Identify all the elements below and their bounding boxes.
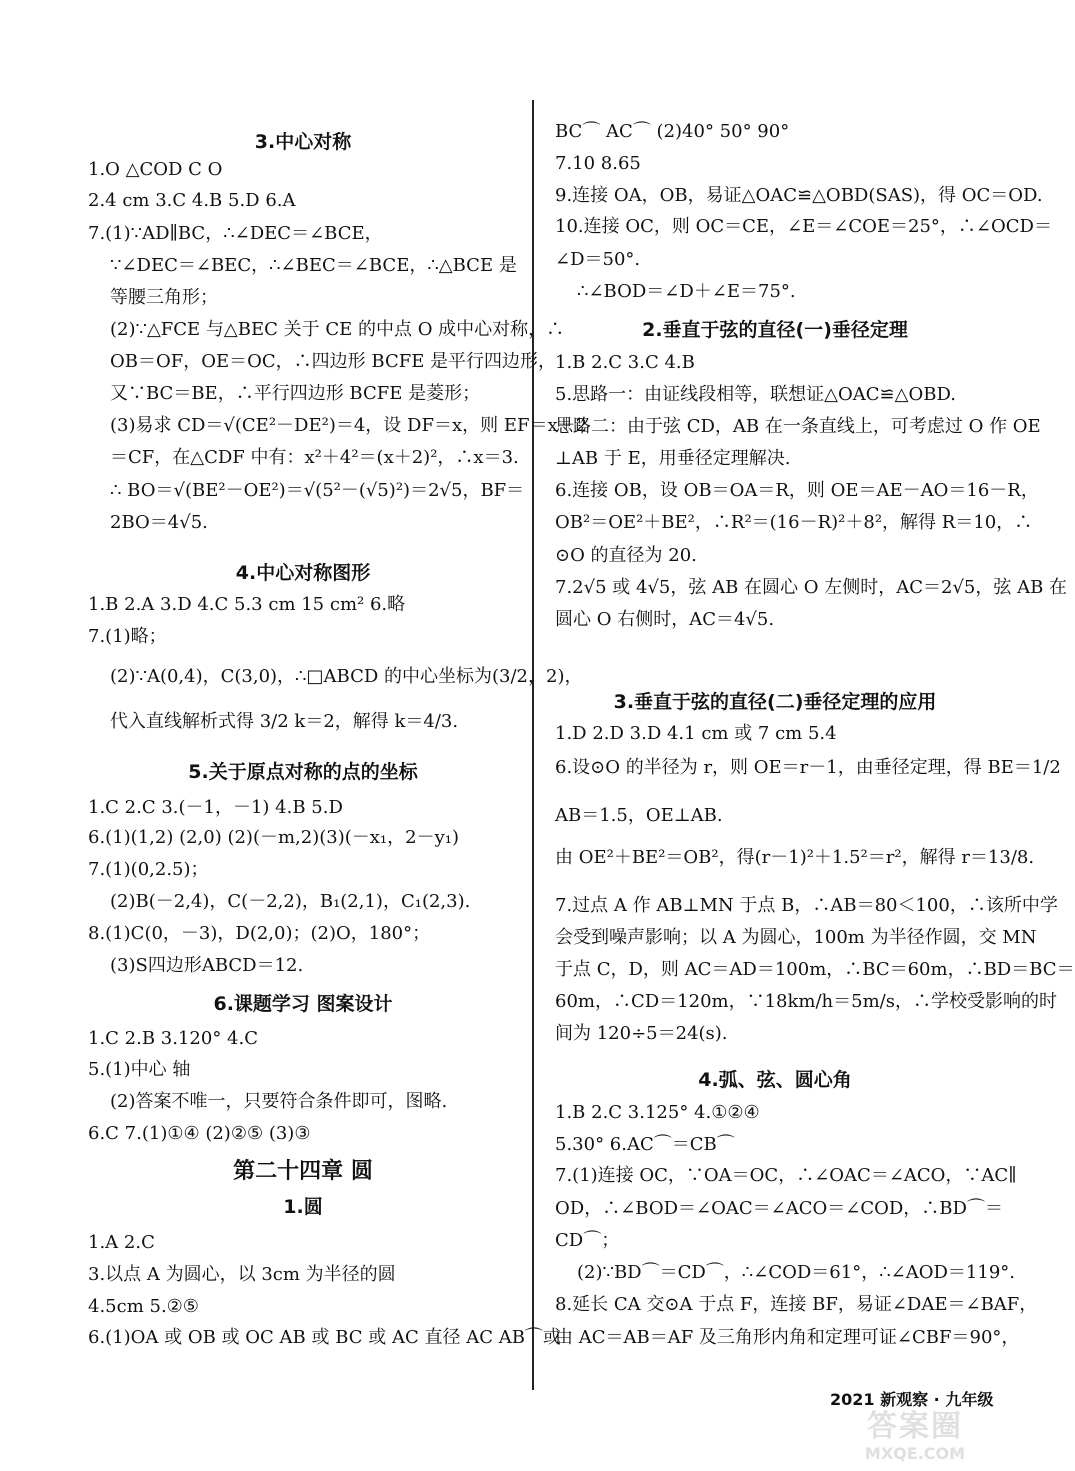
answer-line: 代入直线解析式得 3/2 k＝2，解得 k＝4/3.	[110, 711, 459, 732]
answer-line: 7.(1)连接 OC，∵OA＝OC，∴∠OAC＝∠ACO，∵AC∥	[555, 1165, 1017, 1186]
answer-line: 由 AC＝AB＝AF 及三角形内角和定理可证∠CBF＝90°，	[555, 1327, 1020, 1348]
answer-line: OD，∴∠BOD＝∠OAC＝∠ACO＝∠COD，∴BD⌒＝	[555, 1198, 1003, 1219]
answer-line: 7.过点 A 作 AB⊥MN 于点 B，∴AB＝80＜100，∴该所中学	[555, 895, 1058, 916]
answer-line: 4.5cm 5.②⑤	[88, 1296, 199, 1317]
answer-line: 由 OE²＋BE²＝OB²，得(r－1)²＋1.5²＝r²，解得 r＝13/8.	[555, 847, 1035, 868]
answer-line: 等腰三角形；	[110, 287, 218, 308]
answer-line: ＝CF，在△CDF 中有：x²＋4²＝(x＋2)²，∴x＝3.	[110, 447, 519, 468]
answer-line: 10.连接 OC，则 OC＝CE，∠E＝∠COE＝25°，∴∠OCD＝	[555, 216, 1052, 237]
answer-line: 1.D 2.D 3.D 4.1 cm 或 7 cm 5.4	[555, 723, 837, 744]
answer-line: (3)易求 CD＝√(CE²－DE²)＝4，设 DF＝x，则 EF＝x＋2	[110, 415, 588, 436]
section-heading: 3.中心对称	[254, 131, 352, 153]
answer-line: 7.(1)略；	[88, 626, 167, 647]
answer-line: BC⌒ AC⌒ (2)40° 50° 90°	[555, 121, 790, 142]
watermark	[840, 1410, 990, 1470]
section-heading: 4.弧、弦、圆心角	[698, 1069, 852, 1091]
answer-line: 圆心 O 右侧时，AC＝4√5.	[555, 609, 775, 630]
answer-line: 又∵BC＝BE，∴平行四边形 BCFE 是菱形；	[110, 383, 481, 404]
answer-line: (2)∵A(0,4)，C(3,0)，∴□ABCD 的中心坐标为(3/2，2)，	[110, 666, 583, 687]
answer-line: 7.2√5 或 4√5，弦 AB 在圆心 O 左侧时，AC＝2√5，弦 AB 在	[555, 577, 1068, 598]
answer-line: 1.C 2.B 3.120° 4.C	[88, 1028, 258, 1049]
answer-line: ∴ BO＝√(BE²－OE²)＝√(5²－(√5)²)＝2√5，BF＝	[110, 480, 525, 501]
answer-line: 8.延长 CA 交⊙A 于点 F，连接 BF，易证∠DAE＝∠BAF，	[555, 1294, 1038, 1315]
answer-line: 5.思路一：由证线段相等，联想证△OAC≌△OBD.	[555, 384, 956, 405]
watermark-url: MXQE.COM	[864, 1444, 966, 1463]
answer-line: ∴∠BOD＝∠D＋∠E＝75°.	[577, 281, 796, 302]
answer-line: 6.(1)(1,2) (2,0) (2)(－m,2)(3)(－x₁，2－y₁)	[88, 827, 459, 848]
answer-line: 6.设⊙O 的半径为 r，则 OE＝r－1，由垂径定理，得 BE＝1/2	[555, 757, 1061, 778]
answer-line: 6.(1)OA 或 OB 或 OC AB 或 BC 或 AC 直径 AC AB⌒或	[88, 1327, 561, 1348]
answer-line: 2.4 cm 3.C 4.B 5.D 6.A	[88, 190, 296, 211]
answer-line: (2)∵△FCE 与△BEC 关于 CE 的中点 O 成中心对称，∴	[110, 319, 565, 340]
section-heading: 第二十四章 圆	[233, 1159, 373, 1184]
answer-line: (3)S四边形ABCD＝12.	[110, 955, 304, 976]
footer-label: 2021 新观察 · 九年级	[830, 1390, 994, 1409]
answer-line: ⊥AB 于 E，用垂径定理解决.	[555, 448, 791, 469]
answer-line: OB＝OF，OE＝OC，∴四边形 BCFE 是平行四边形，	[110, 351, 557, 372]
answer-line: 6.C 7.(1)①④ (2)②⑤ (3)③	[88, 1123, 311, 1144]
answer-line: 60m，∴CD＝120m，∵18km/h＝5m/s，∴学校受影响的时	[555, 991, 1057, 1012]
answer-line: (2)答案不唯一，只要符合条件即可，图略.	[110, 1091, 448, 1112]
answer-line: 5.30° 6.AC⌒＝CB⌒	[555, 1134, 735, 1155]
answer-line: 会受到噪声影响；以 A 为圆心，100m 为半径作圆，交 MN	[555, 927, 1037, 948]
answer-line: 1.C 2.C 3.(－1，－1) 4.B 5.D	[88, 797, 343, 818]
section-heading: 3.垂直于弦的直径(二)垂径定理的应用	[613, 691, 937, 713]
section-heading: 5.关于原点对称的点的坐标	[188, 761, 418, 783]
answer-line: 1.B 2.A 3.D 4.C 5.3 cm 15 cm² 6.略	[88, 594, 406, 615]
answer-line: 8.(1)C(0，－3)，D(2,0)；(2)O，180°；	[88, 923, 431, 944]
answer-line: 1.A 2.C	[88, 1232, 155, 1253]
answer-line: ⊙O 的直径为 20.	[555, 545, 697, 566]
answer-line: 1.B 2.C 3.125° 4.①②④	[555, 1102, 760, 1123]
section-heading: 4.中心对称图形	[235, 562, 371, 584]
answer-line: 6.连接 OB，设 OB＝OA＝R，则 OE＝AE－AO＝16－R，	[555, 480, 1039, 501]
answer-line: OB²＝OE²＋BE²，∴R²＝(16－R)²＋8²，解得 R＝10，∴	[555, 512, 1033, 533]
answer-line: ∵∠DEC＝∠BEC，∴∠BEC＝∠BCE，∴△BCE 是	[110, 255, 517, 276]
answer-line: 7.10 8.65	[555, 153, 641, 174]
answer-line: (2)∵BD⌒＝CD⌒，∴∠COD＝61°，∴∠AOD＝119°.	[577, 1262, 1016, 1283]
answer-line: 1.B 2.C 3.C 4.B	[555, 352, 695, 373]
answer-line: 7.(1)∵AD∥BC，∴∠DEC＝∠BCE，	[88, 223, 383, 244]
answer-line: ∠D＝50°.	[555, 249, 641, 270]
answer-line: AB＝1.5，OE⊥AB.	[555, 805, 723, 826]
answer-line: 9.连接 OA，OB，易证△OAC≌△OBD(SAS)，得 OC＝OD.	[555, 185, 1043, 206]
column-divider	[532, 100, 534, 1390]
section-heading: 1.圆	[283, 1196, 323, 1218]
answer-line: 思路二：由于弦 CD，AB 在一条直线上，可考虑过 O 作 OE	[555, 416, 1041, 437]
answer-line: 7.(1)(0,2.5)；	[88, 859, 209, 880]
answer-line: 3.以点 A 为圆心，以 3cm 为半径的圆	[88, 1264, 396, 1285]
answer-line: 5.(1)中心 轴	[88, 1059, 191, 1080]
watermark-title: 答案圈	[867, 1409, 963, 1444]
answer-line: 于点 C，D，则 AC＝AD＝100m，∴BC＝60m，∴BD＝BC＝	[555, 959, 1075, 980]
answer-line: 间为 120÷5＝24(s).	[555, 1023, 728, 1044]
section-heading: 6.课题学习 图案设计	[213, 993, 393, 1015]
answer-line: 2BO＝4√5.	[110, 512, 208, 533]
section-heading: 2.垂直于弦的直径(一)垂径定理	[642, 319, 908, 341]
answer-line: 1.O △COD C O	[88, 159, 223, 180]
answer-line: (2)B(－2,4)，C(－2,2)，B₁(2,1)，C₁(2,3).	[110, 891, 471, 912]
answer-line: CD⌒；	[555, 1230, 620, 1251]
